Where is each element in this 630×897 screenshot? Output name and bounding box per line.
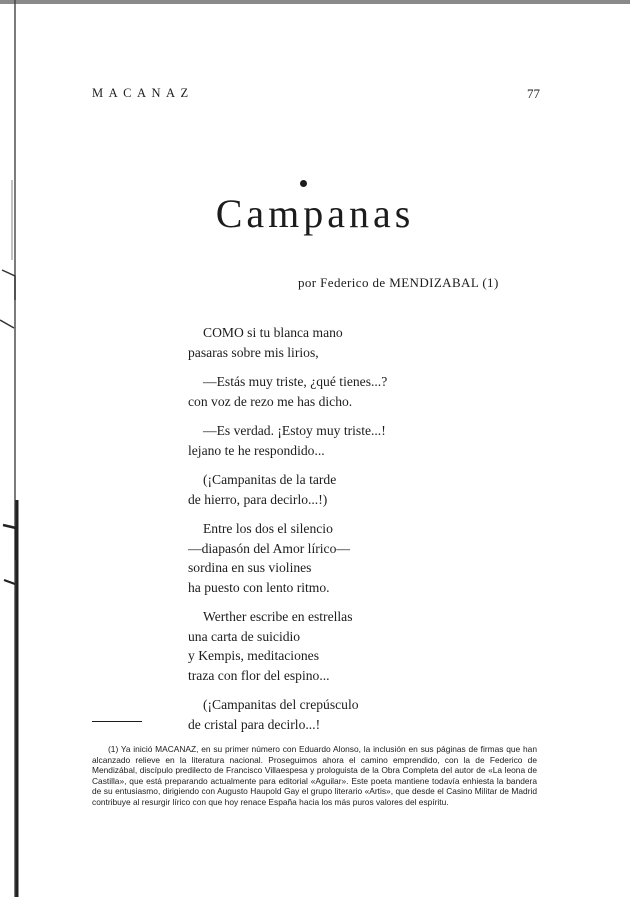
page-top-edge	[0, 0, 630, 4]
poem-stanza	[188, 421, 387, 460]
author-byline: por Federico de MENDIZABAL (1)	[298, 275, 499, 290]
poem-line: sordina en sus violines	[188, 560, 312, 575]
poem-line: lejano te he respondido...	[188, 442, 325, 458]
poem-stanza	[188, 607, 387, 685]
poem-line: de hierro, para decirlo...!)	[188, 491, 328, 507]
poem-line: Werther escribe en estrellas	[203, 609, 353, 624]
page-number: 77	[527, 86, 540, 101]
running-title: MACANAZ	[92, 86, 194, 100]
poem-stanza	[188, 695, 387, 734]
poem-line: pasaras sobre mis lirios,	[188, 344, 319, 360]
poem-line: y Kempis, meditaciones	[188, 648, 319, 663]
poem-line: —Estás muy triste, ¿qué tienes...?	[203, 374, 388, 389]
poem-stanza	[188, 470, 387, 509]
poem-line: una carta de suicidio	[188, 628, 301, 644]
poem-line: Entre los dos el silencio	[203, 521, 333, 536]
poem-title: Campanas	[215, 191, 415, 236]
poem-line: ha puesto con lento ritmo.	[188, 579, 330, 595]
ornament-dot	[300, 180, 307, 187]
poem-line: traza con flor del espino...	[188, 667, 330, 683]
poem-line: (¡Campanitas de la tarde	[203, 472, 337, 487]
poem-stanza	[188, 519, 387, 597]
poem-line: con voz de rezo me has dicho.	[188, 393, 353, 409]
page-header	[92, 86, 540, 106]
poem-body	[188, 323, 387, 744]
poem-line: de cristal para decirlo...!	[188, 716, 321, 732]
poem-line: COMO si tu blanca mano	[203, 325, 343, 340]
poem-stanza	[188, 372, 387, 411]
footnote-rule	[92, 721, 142, 722]
poem-line: —Es verdad. ¡Estoy muy triste...!	[203, 423, 386, 438]
poem-stanza	[188, 323, 387, 362]
book-spine-shadow	[0, 0, 22, 897]
poem-line: (¡Campanitas del crepúsculo	[203, 697, 359, 712]
poem-line: —diapasón del Amor lírico—	[188, 540, 350, 556]
footnote: (1) Ya inició MACANAZ, en su primer número con Eduardo Alonso, la inclusión en sus páginas de firmas que han alcanzado relieve en la literatura nacional. Proseguimos ahora el camino emprendido, con la de Federico de Mendizábal, discípulo predilecto de Francisco Villaespesa y prologuista de la Obra Completa del autor de «La leona de Castilla», que está preparando actualmente para editorial «Aguilar». Este poeta mantiene todavía enhiesta la bandera de su entusiasmo, dirigiendo con Augusto Haupold Gay el grupo literario «Artis», que desde el Casino Militar de Madrid contribuye al resurgir lírico con que hoy renace España hacia los más puros valores del espíritu.	[92, 744, 537, 807]
